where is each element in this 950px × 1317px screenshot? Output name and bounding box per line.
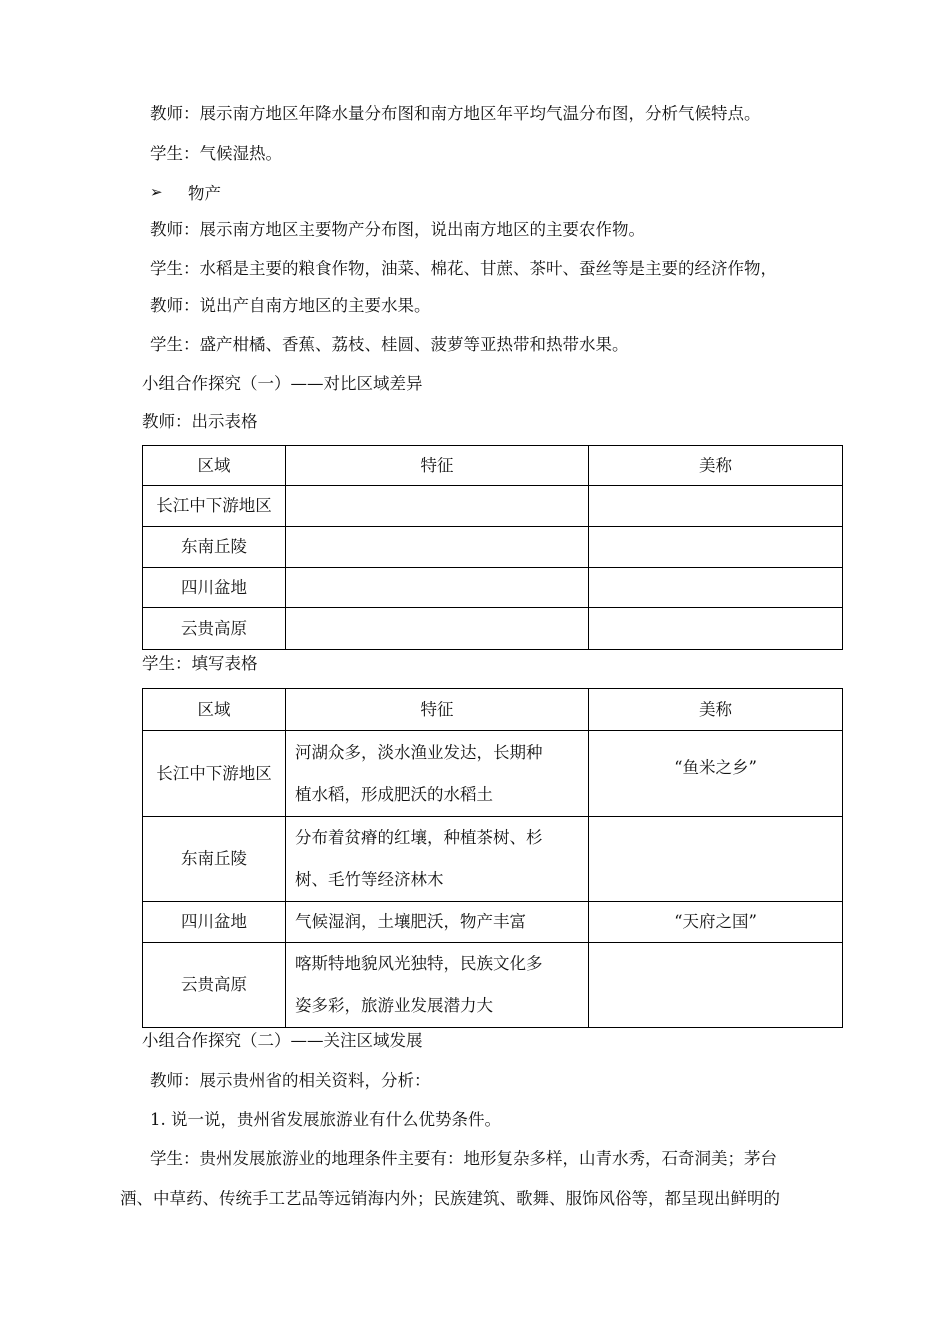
paragraph: 教师：说出产自南方地区的主要水果。 — [150, 296, 431, 315]
table-cell-region: 东南丘陵 — [143, 817, 286, 902]
table-header: 区域 — [143, 446, 286, 486]
table-cell-nickname: “天府之国” — [589, 902, 843, 943]
feature-line: 植水稻，形成肥沃的水稻土 — [295, 784, 493, 804]
section-heading: 小组合作探究（二）——关注区域发展 — [142, 1031, 423, 1050]
table-cell-feature — [286, 943, 589, 1028]
table-cell-region: 云贵高原 — [143, 608, 286, 650]
table-cell-region: 东南丘陵 — [143, 527, 286, 568]
feature-line: 气候湿润，土壤肥沃，物产丰富 — [295, 912, 526, 931]
feature-line: 姿多彩，旅游业发展潜力大 — [295, 996, 493, 1015]
paragraph: 教师：展示南方地区主要物产分布图，说出南方地区的主要农作物。 — [150, 220, 645, 239]
table-cell-region: 云贵高原 — [143, 943, 286, 1028]
section-heading: 小组合作探究（一）——对比区域差异 — [142, 374, 423, 393]
feature-line: 河湖众多，淡水渔业发达，长期种 — [295, 742, 543, 762]
bullet-heading: 物产 — [188, 184, 221, 203]
table-cell — [286, 608, 589, 650]
table-cell-region: 四川盆地 — [143, 902, 286, 943]
feature-line: 分布着贫瘠的红壤，种植茶树、杉 — [295, 828, 543, 847]
paragraph: 学生：气候湿热。 — [150, 144, 282, 163]
table-cell-feature — [286, 817, 589, 902]
table-cell — [589, 527, 843, 568]
table-cell-nickname: “鱼米之乡” — [589, 731, 843, 817]
table-header: 特征 — [286, 446, 589, 486]
filled-comparison-table — [142, 688, 843, 1028]
paragraph: 教师：出示表格 — [142, 412, 258, 431]
paragraph: 学生：填写表格 — [142, 654, 258, 673]
table-cell-region: 长江中下游地区 — [143, 486, 286, 527]
table-header: 美称 — [589, 689, 843, 731]
paragraph: 酒、中草药、传统手工艺品等远销海内外；民族建筑、歌舞、服饰风俗等，都呈现出鲜明的 — [120, 1189, 780, 1208]
table-cell — [286, 527, 589, 568]
table-cell — [286, 486, 589, 527]
feature-line: 喀斯特地貌风光独特，民族文化多 — [295, 954, 543, 973]
table-cell-nickname — [589, 943, 843, 1028]
table-cell-nickname — [589, 817, 843, 902]
table-header: 特征 — [286, 689, 589, 731]
feature-line: 树、毛竹等经济林木 — [295, 870, 444, 889]
table-cell-region: 长江中下游地区 — [143, 731, 286, 817]
table-cell-region: 四川盆地 — [143, 568, 286, 608]
paragraph: 教师：展示南方地区年降水量分布图和南方地区年平均气温分布图，分析气候特点。 — [150, 104, 761, 123]
paragraph: 学生：水稻是主要的粮食作物，油菜、棉花、甘蔗、茶叶、蚕丝等是主要的经济作物， — [150, 259, 777, 278]
table-cell — [589, 568, 843, 608]
table-cell-feature — [286, 902, 589, 943]
paragraph: 教师：展示贵州省的相关资料，分析： — [150, 1071, 431, 1090]
table-cell-feature — [286, 731, 589, 817]
paragraph: 学生：盛产柑橘、香蕉、荔枝、桂圆、菠萝等亚热带和热带水果。 — [150, 335, 629, 354]
table-cell — [589, 608, 843, 650]
paragraph: 学生：贵州发展旅游业的地理条件主要有：地形复杂多样，山青水秀，石奇洞美；茅台 — [150, 1149, 777, 1168]
table-cell — [589, 486, 843, 527]
table-header: 区域 — [143, 689, 286, 731]
table-header: 美称 — [589, 446, 843, 486]
table-cell — [286, 568, 589, 608]
bullet-arrow-icon: ➢ — [150, 183, 163, 201]
list-item: 1. 说一说，贵州省发展旅游业有什么优势条件。 — [150, 1110, 501, 1129]
blank-comparison-table — [142, 445, 843, 650]
